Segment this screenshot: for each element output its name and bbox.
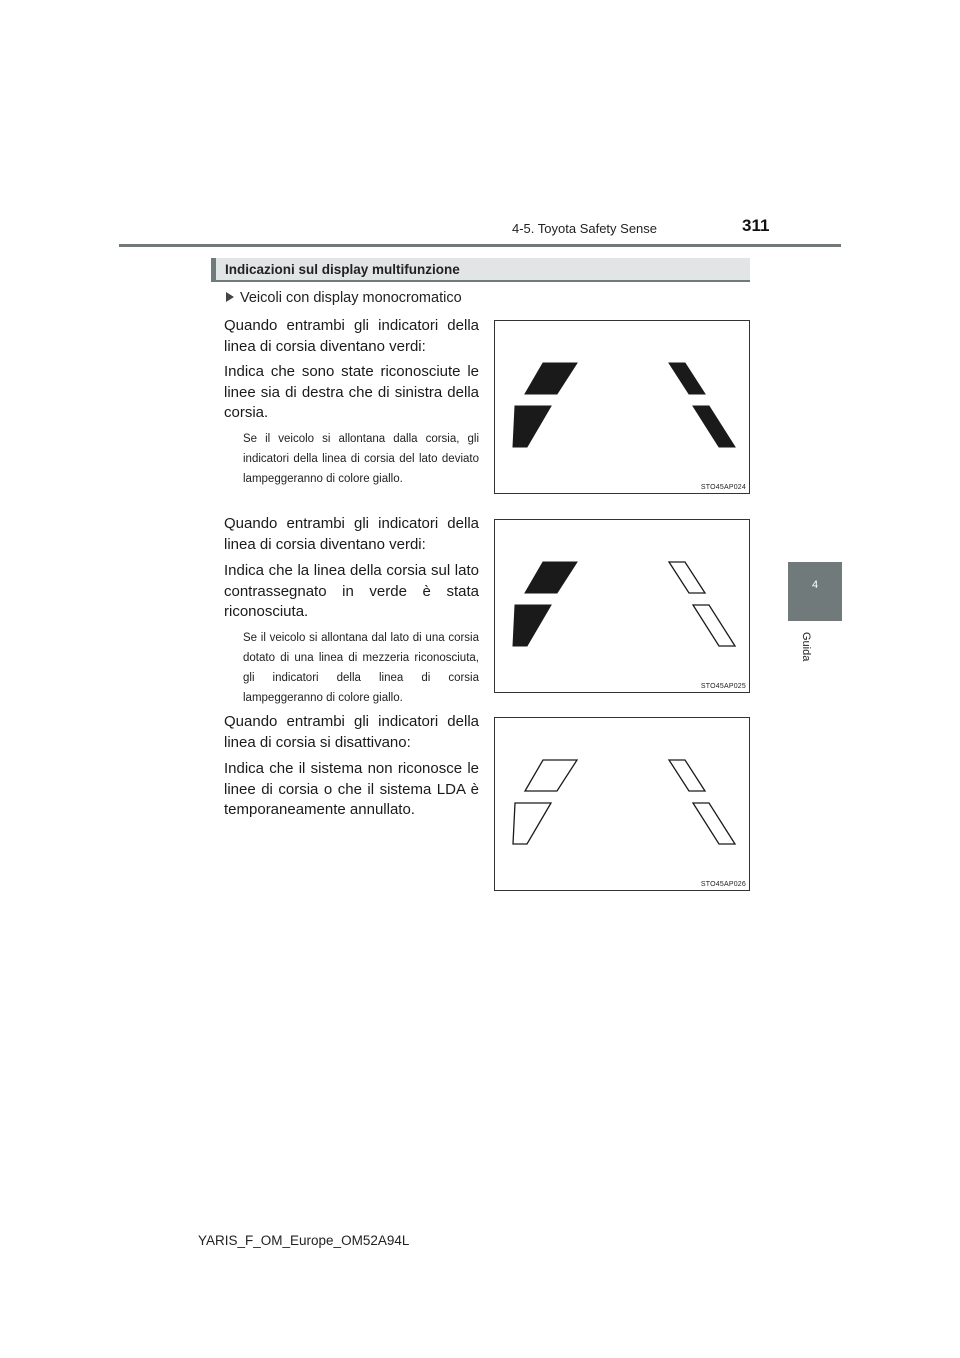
block-2-meaning: Indica che la linea della corsia sul lato contrassegnato in verde è stata riconosciuta. [224,562,479,620]
block-3-condition: Quando entrambi gli indicatori della linea di corsia si disattivano: [224,713,479,751]
figure-code: STO45AP026 [700,881,746,888]
bullet-item [226,290,462,306]
left-lane-upper-mark [525,562,577,593]
right-lane-upper-mark [669,562,705,593]
block-3-meaning: Indica che il sistema non riconosce le linee di corsia o che il sistema LDA è temporaneamente annullato. [224,760,479,818]
left-lane-upper-mark [525,760,577,791]
section-heading [211,258,750,282]
right-lane-upper-mark [669,760,705,791]
lane-indicators-graphic [495,321,751,495]
right-lane-lower-mark [693,406,735,447]
triangle-bullet-icon [226,292,234,302]
section-heading-text: Indicazioni sul display multifunzione [225,262,460,277]
figure-lane-indicators-3 [494,717,750,891]
right-lane-lower-mark [693,605,735,646]
block-1-note: Se il veicolo si allontana dalla corsia, gli indicatori della linea di corsia del lato deviato lampeggeranno di colore giallo. [243,433,479,485]
header-divider [119,244,841,247]
right-lane-lower-mark [693,803,735,844]
left-lane-lower-mark [513,605,551,646]
figure-lane-indicators-1 [494,320,750,494]
chapter-label: Guida [800,632,812,662]
block-1-condition: Quando entrambi gli indicatori della linea di corsia diventano verdi: [224,317,479,355]
block-1-meaning: Indica che sono state riconosciute le linee sia di destra che di sinistra della corsia. [224,363,479,421]
left-lane-lower-mark [513,406,551,447]
right-lane-upper-mark [669,363,705,394]
lane-indicators-graphic [495,718,751,892]
lane-indicators-graphic [495,520,751,694]
bullet-text: Veicoli con display monocromatico [240,290,462,306]
block-2-note: Se il veicolo si allontana dal lato di una corsia dotato di una linea di mezzeria riconosciuta, gli indicatori della linea di corsia lampeggeranno di colore giallo. [243,632,479,704]
block-2-condition: Quando entrambi gli indicatori della linea di corsia diventano verdi: [224,515,479,553]
left-lane-upper-mark [525,363,577,394]
figure-lane-indicators-2 [494,519,750,693]
chapter-number: 4 [811,579,819,591]
figure-code: STO45AP024 [700,484,746,491]
page-number: 311 [742,216,770,235]
running-header-section: 4-5. Toyota Safety Sense [512,221,658,236]
chapter-tab [788,562,842,621]
left-lane-lower-mark [513,803,551,844]
figure-code: STO45AP025 [700,683,746,690]
heading-accent-bar [211,258,216,282]
document-id-footer: YARIS_F_OM_Europe_OM52A94L [198,1233,410,1248]
